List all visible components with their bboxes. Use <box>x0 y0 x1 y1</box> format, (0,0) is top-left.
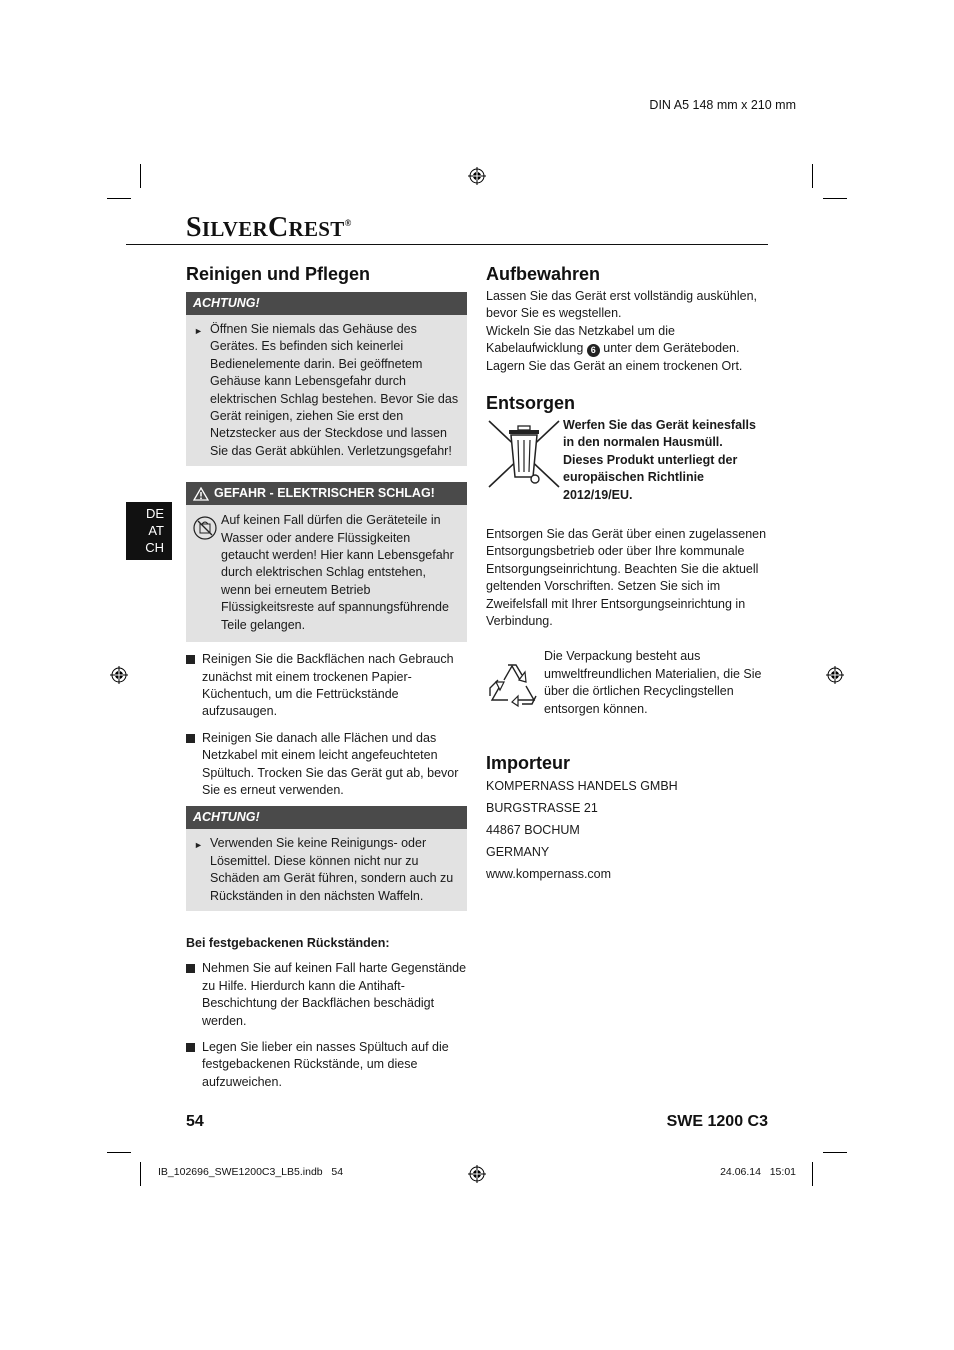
address-line: GERMANY <box>486 845 550 860</box>
danger-label-row <box>186 482 467 505</box>
print-slug-file: IB_102696_SWE1200C3_LB5.indb 54 <box>158 1166 344 1178</box>
list-item <box>186 960 467 1030</box>
section-title-cleaning: Reinigen und Pflegen <box>186 264 371 284</box>
language-code: CH <box>145 540 164 555</box>
recycle-block <box>486 648 768 732</box>
logo-letters: REST <box>288 217 345 241</box>
storage-text: Lagern Sie das Gerät an einem trockenen Ort. <box>486 358 743 373</box>
recycle-icon <box>486 658 540 710</box>
storage-text: Lassen Sie das Gerät erst vollständig auskühlen, bevor Sie es wegstellen. <box>486 289 757 321</box>
page-number: 54 <box>186 1113 204 1130</box>
address-line: KOMPERNASS HANDELS GMBH <box>486 779 678 794</box>
disposal-warning: Werfen Sie das Gerät keinesfalls in den normalen Hausmüll. Dieses Produkt unterliegt der europäischen Richtlinie 2012/19/EU. <box>563 418 756 502</box>
warning-text: Verwenden Sie keine Reinigungs- oder Lösemittel. Diese können nicht nur zu Schäden am Gerät führen, sondern auch zu Rückständen in den nächsten Waffeln. <box>210 836 454 903</box>
subheading: Bei festgebackenen Rückständen: <box>186 935 390 950</box>
bullet-square-icon <box>186 734 195 743</box>
storage-text-part: unter dem Geräteboden. <box>603 341 740 356</box>
registered-mark: ® <box>344 218 352 228</box>
danger-box <box>186 482 467 642</box>
left-column <box>186 263 467 1091</box>
registration-mark-icon <box>110 666 128 684</box>
website-link[interactable]: www.kompernass.com <box>486 867 612 882</box>
danger-text: Auf keinen Fall dürfen die Geräteteile in Wasser oder andere Flüssigkeiten getaucht werden! Hier kann Lebensgefahr durch elektrischen Schlag entstehen, wenn bei erneutem Betrieb Flüssigkeitsreste auf spannungsführende Teile gelangen. <box>221 513 454 632</box>
list-item-text: Reinigen Sie danach alle Flächen und das Netzkabel mit einem leicht angefeuchteten Spültuch. Trocken Sie das Gerät gut ab, bevor Sie es erneut verwenden. <box>202 730 459 797</box>
bullet-square-icon <box>186 964 195 973</box>
cleaning-steps <box>186 651 467 799</box>
warning-box <box>186 292 467 466</box>
list-item <box>186 1039 467 1091</box>
crop-mark <box>812 1162 813 1186</box>
arrow-icon: ► <box>194 840 203 851</box>
list-item-text: Legen Sie lieber ein nasses Spültuch auf die festgebackenen Rückstände, um diese aufzuweichen. <box>202 1040 449 1089</box>
print-slug-date: 24.06.14 15:01 <box>720 1166 796 1178</box>
bullet-square-icon <box>186 655 195 664</box>
danger-label: GEFAHR - ELEKTRISCHER SCHLAG! <box>214 486 435 501</box>
warning-item <box>186 315 467 466</box>
registration-mark-icon <box>468 1165 486 1183</box>
warning-label: ACHTUNG! <box>186 806 467 829</box>
list-item <box>186 651 467 721</box>
section-title-disposal: Entsorgen <box>486 393 576 414</box>
crop-mark <box>140 164 141 188</box>
disposal-text: Entsorgen Sie das Gerät über einen zugelassenen Entsorgungsbetrieb oder über Ihre kommunale Entsorgungseinrichtung. Beachten Sie die aktuell geltenden Vorschriften. Setzen Sie sich im Zweifelsfall mit Ihrer Entsorgungseinrichtung in Verbindung. <box>486 527 767 629</box>
address-line: BURGSTRASSE 21 <box>486 801 598 816</box>
language-code: AT <box>148 523 164 538</box>
crop-mark <box>107 198 131 199</box>
list-item-text: Reinigen Sie die Backflächen nach Gebrauch zunächst mit einem trockenen Papier-Küchentuch, um die Fettrückstände aufzusaugen. <box>202 652 454 719</box>
crossed-bin-icon <box>487 419 561 489</box>
warning-box <box>186 806 467 911</box>
bullet-square-icon <box>186 1043 195 1052</box>
address-line: 44867 BOCHUM <box>486 823 580 838</box>
part-number-badge: 6 <box>587 344 600 357</box>
crop-mark <box>107 1152 131 1153</box>
storage-text-part: Wickeln Sie das Netzkabel um die Kabelaufwicklung <box>486 323 675 356</box>
registration-mark-icon <box>826 666 844 684</box>
danger-item <box>186 505 467 642</box>
header-rule <box>126 244 768 245</box>
crop-mark <box>823 198 847 199</box>
warning-item <box>186 829 467 911</box>
list-item-text: Nehmen Sie auf keinen Fall harte Gegenstände zu Hilfe. Hierdurch kann die Antihaft-Beschichtung der Backflächen beschädigt werden. <box>202 961 467 1028</box>
logo-letters: ILVER <box>201 217 268 241</box>
importer-address <box>486 775 768 885</box>
logo-letter: C <box>267 212 289 243</box>
logo-letter: S <box>186 212 202 243</box>
crop-mark <box>823 1152 847 1153</box>
no-water-icon <box>193 516 217 540</box>
crop-mark <box>812 164 813 188</box>
storage-text <box>486 323 768 358</box>
brand-logo <box>186 212 352 244</box>
warning-triangle-icon <box>193 487 209 501</box>
section-title-storage: Aufbewahren <box>486 264 601 284</box>
section-title-importer: Importeur <box>486 753 571 774</box>
format-note: DIN A5 148 mm x 210 mm <box>649 98 796 112</box>
language-code: DE <box>145 506 164 521</box>
list-item <box>186 730 467 800</box>
registration-mark-icon <box>468 167 486 185</box>
warning-label: ACHTUNG! <box>186 292 467 315</box>
warning-text: Öffnen Sie niemals das Gehäuse des Gerätes. Es befinden sich keinerlei Bedienelemente darin. Bei geöffnetem Gehäuse kann Lebensgefahr durch elektrischen Schlag bestehen. Bevor Sie das Gerät reinigen, ziehen Sie erst den Netzstecker aus der Steckdose und lassen Sie das Gerät abkühlen. Verletzungsgefahr! <box>210 322 459 458</box>
residue-steps <box>186 960 467 1091</box>
language-tab <box>126 502 172 560</box>
crop-mark <box>140 1162 141 1186</box>
model-name: SWE 1200 C3 <box>666 1113 768 1130</box>
right-column <box>486 263 768 885</box>
recycle-text: Die Verpackung besteht aus umweltfreundlichen Materialien, die Sie über die örtlichen Recyclingstellen entsorgen können. <box>544 649 762 716</box>
arrow-icon: ► <box>194 326 203 336</box>
weee-block <box>486 417 768 517</box>
